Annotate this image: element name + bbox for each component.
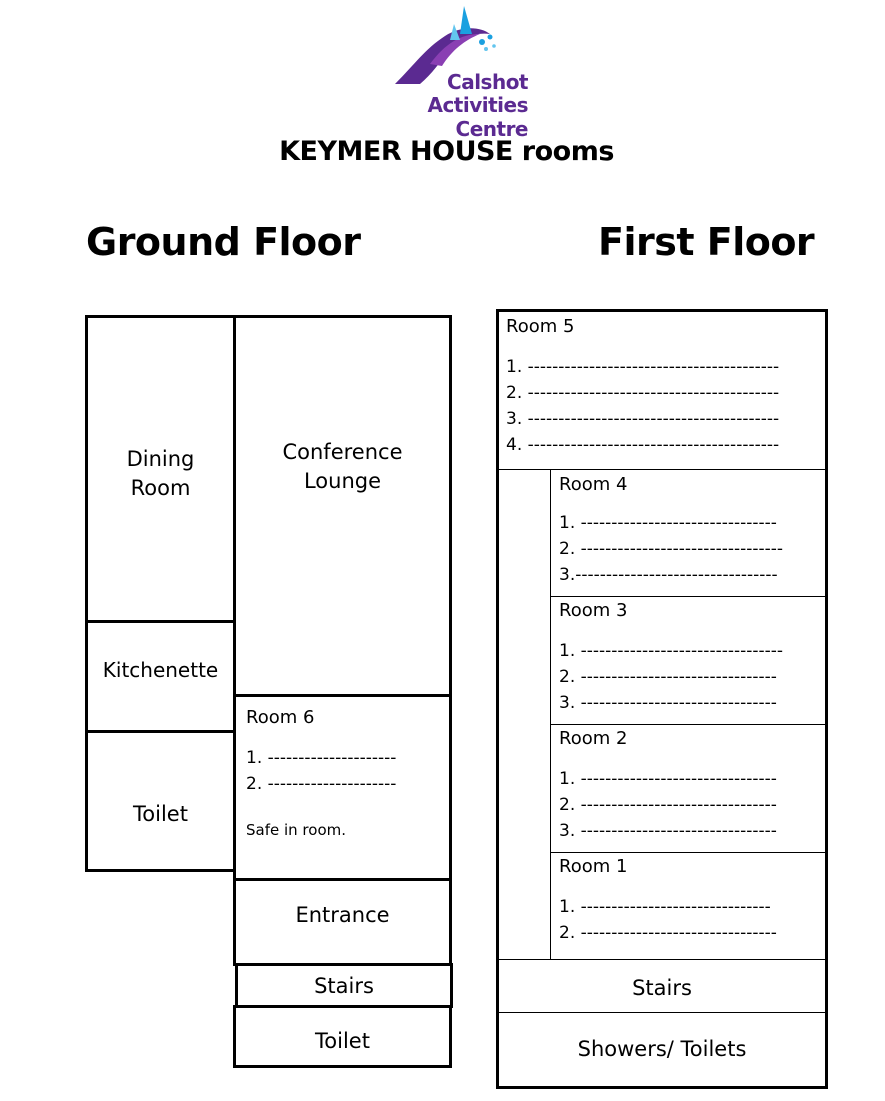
room-1-line-2: 2. -------------------------------- (559, 923, 777, 943)
room-5-name: Room 5 (506, 316, 575, 337)
conference-lounge (233, 315, 452, 697)
room-6-line-1: 1. --------------------- (246, 748, 397, 768)
room-3-line-2: 2. -------------------------------- (559, 667, 777, 687)
room-5 (499, 312, 825, 470)
kitchenette-label: Kitchenette (102, 658, 219, 682)
showers-toilets-label: Showers/ Toilets (577, 1037, 747, 1061)
room-4-line-1: 1. -------------------------------- (559, 513, 777, 533)
room-2 (551, 725, 826, 852)
first-floor-heading: First Floor (598, 220, 815, 264)
ground-floor-heading: Ground Floor (86, 220, 361, 264)
room-4-name: Room 4 (559, 474, 628, 495)
room-2-line-3: 3. -------------------------------- (559, 821, 777, 841)
toilet-left-label: Toilet (133, 802, 188, 826)
room-1-name: Room 1 (559, 856, 628, 877)
stairs-ground-label: Stairs (314, 974, 374, 998)
room-6-name: Room 6 (246, 707, 315, 728)
room-1-line-1: 1. ------------------------------- (559, 897, 771, 917)
room-4-line-3: 3.--------------------------------- (559, 565, 778, 585)
room-2-line-2: 2. -------------------------------- (559, 795, 777, 815)
toilet-left (85, 730, 236, 872)
room-6-note: Safe in room. (246, 821, 347, 839)
room-2-line-1: 1. -------------------------------- (559, 769, 777, 789)
room-3-line-3: 3. -------------------------------- (559, 693, 777, 713)
stairs-ground (235, 963, 453, 1008)
room-1 (551, 853, 826, 959)
room-5-line-4: 4. ----------------------------------------- (506, 435, 780, 455)
room-3-name: Room 3 (559, 600, 628, 621)
room-6-line-2: 2. --------------------- (246, 774, 397, 794)
toilet-bottom (233, 1005, 452, 1068)
logo-text-activities-centre: Activities Centre (427, 93, 528, 141)
entrance-label: Entrance (295, 903, 390, 927)
dining-room-label-2: Room (130, 476, 191, 500)
conference-lounge-label-2: Lounge (303, 469, 382, 493)
calshot-logo (360, 4, 535, 141)
conference-lounge-label-1: Conference (282, 440, 403, 464)
toilet-bottom-label: Toilet (315, 1029, 370, 1053)
room-5-line-2: 2. ----------------------------------------- (506, 383, 780, 403)
room-3-line-1: 1. --------------------------------- (559, 641, 784, 661)
showers-toilets (499, 1013, 825, 1086)
room-5-line-1: 1. ----------------------------------------- (506, 357, 780, 377)
page-title: KEYMER HOUSE rooms (279, 136, 614, 167)
kitchenette (85, 620, 236, 733)
room-5-line-3: 3. ----------------------------------------- (506, 409, 780, 429)
room-4 (551, 470, 826, 597)
room-3 (551, 597, 826, 724)
entrance (233, 878, 452, 966)
dining-room-label-1: Dining (126, 447, 195, 471)
stairs-first-label: Stairs (632, 976, 692, 1000)
logo-text-calshot: Calshot (447, 70, 528, 94)
room-2-name: Room 2 (559, 728, 628, 749)
stairs-first (499, 960, 825, 1012)
room-6 (233, 694, 452, 881)
room-4-line-2: 2. --------------------------------- (559, 539, 784, 559)
dining-room (85, 315, 236, 623)
